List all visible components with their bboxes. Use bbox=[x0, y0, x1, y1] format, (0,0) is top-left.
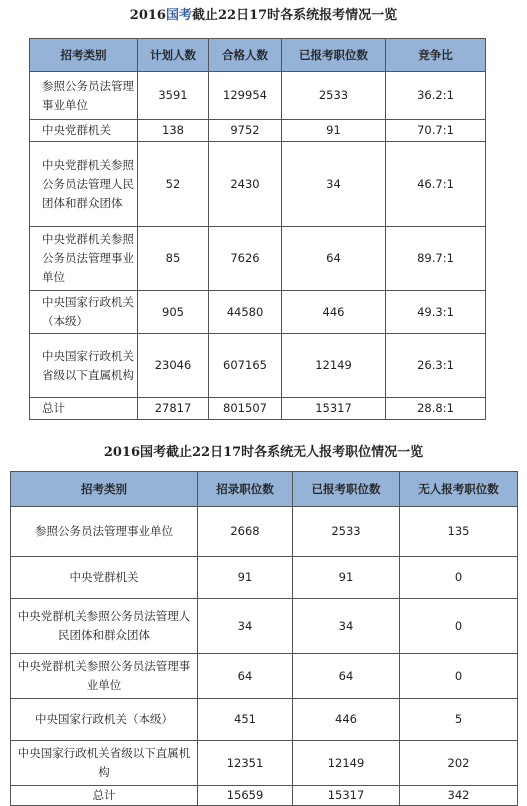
category-cell: 参照公务员法管理事业单位 bbox=[11, 507, 198, 557]
unfilled-positions-table bbox=[10, 471, 518, 806]
recruit-positions-cell: 64 bbox=[198, 654, 293, 699]
positions-cell: 64 bbox=[282, 227, 386, 291]
category-cell: 总计 bbox=[30, 398, 138, 420]
category-cell: 中央党群机关 bbox=[30, 120, 138, 142]
table-row bbox=[11, 741, 518, 786]
category-cell: 中央国家行政机关省级以下直属机构 bbox=[11, 741, 198, 786]
applied-positions-cell: 2533 bbox=[293, 507, 400, 557]
applied-positions-cell: 91 bbox=[293, 557, 400, 599]
ratio-cell: 46.7:1 bbox=[386, 142, 486, 227]
plan-count-cell: 27817 bbox=[138, 398, 209, 420]
category-cell: 中央国家行政机关（本级） bbox=[30, 291, 138, 334]
ratio-cell: 89.7:1 bbox=[386, 227, 486, 291]
ratio-cell: 36.2:1 bbox=[386, 72, 486, 120]
total-row bbox=[11, 786, 518, 806]
category-cell: 中央党群机关参照公务员法管理人民团体和群众团体 bbox=[11, 599, 198, 654]
table-row bbox=[30, 334, 486, 398]
table-row bbox=[11, 599, 518, 654]
positions-cell: 12149 bbox=[282, 334, 386, 398]
qualified-count-cell: 9752 bbox=[209, 120, 282, 142]
positions-cell: 15317 bbox=[282, 398, 386, 420]
unapplied-positions-cell: 342 bbox=[400, 786, 518, 806]
category-cell: 中央党群机关参照公务员法管理事业单位 bbox=[11, 654, 198, 699]
col-header: 招录职位数 bbox=[198, 472, 293, 507]
plan-count-cell: 905 bbox=[138, 291, 209, 334]
plan-count-cell: 3591 bbox=[138, 72, 209, 120]
col-header: 合格人数 bbox=[209, 39, 282, 72]
table2-title: 2016国考截止22日17时各系统无人报考职位情况一览 bbox=[103, 445, 424, 460]
category-cell: 中央党群机关 bbox=[11, 557, 198, 599]
qualified-count-cell: 44580 bbox=[209, 291, 282, 334]
recruit-positions-cell: 12351 bbox=[198, 741, 293, 786]
table-row bbox=[30, 227, 486, 291]
qualified-count-cell: 2430 bbox=[209, 142, 282, 227]
table-row bbox=[11, 654, 518, 699]
qualified-count-cell: 801507 bbox=[209, 398, 282, 420]
category-cell: 总计 bbox=[11, 786, 198, 806]
recruit-positions-cell: 34 bbox=[198, 599, 293, 654]
col-header: 招考类别 bbox=[30, 39, 138, 72]
positions-cell: 2533 bbox=[282, 72, 386, 120]
plan-count-cell: 23046 bbox=[138, 334, 209, 398]
ratio-cell: 70.7:1 bbox=[386, 120, 486, 142]
table-row bbox=[30, 72, 486, 120]
recruit-positions-cell: 91 bbox=[198, 557, 293, 599]
title-keyword-link[interactable]: 国考 bbox=[165, 8, 192, 23]
col-header: 无人报考职位数 bbox=[400, 472, 518, 507]
unapplied-positions-cell: 0 bbox=[400, 654, 518, 699]
ratio-cell: 28.8:1 bbox=[386, 398, 486, 420]
col-header: 计划人数 bbox=[138, 39, 209, 72]
title-suffix: 截止22日17时各系统报考情况一览 bbox=[192, 8, 398, 23]
category-cell: 中央国家行政机关（本级） bbox=[11, 699, 198, 741]
category-cell: 中央国家行政机关省级以下直属机构 bbox=[30, 334, 138, 398]
recruit-positions-cell: 2668 bbox=[198, 507, 293, 557]
table-header-row bbox=[11, 472, 518, 507]
table-row bbox=[30, 120, 486, 142]
recruit-positions-cell: 15659 bbox=[198, 786, 293, 806]
applied-positions-cell: 15317 bbox=[293, 786, 400, 806]
recruit-positions-cell: 451 bbox=[198, 699, 293, 741]
col-header: 已报考职位数 bbox=[282, 39, 386, 72]
applied-positions-cell: 64 bbox=[293, 654, 400, 699]
title-prefix: 2016 bbox=[129, 8, 166, 23]
qualified-count-cell: 129954 bbox=[209, 72, 282, 120]
unapplied-positions-cell: 135 bbox=[400, 507, 518, 557]
plan-count-cell: 85 bbox=[138, 227, 209, 291]
plan-count-cell: 138 bbox=[138, 120, 209, 142]
applied-positions-cell: 446 bbox=[293, 699, 400, 741]
unapplied-positions-cell: 5 bbox=[400, 699, 518, 741]
qualified-count-cell: 607165 bbox=[209, 334, 282, 398]
unapplied-positions-cell: 202 bbox=[400, 741, 518, 786]
positions-cell: 91 bbox=[282, 120, 386, 142]
qualified-count-cell: 7626 bbox=[209, 227, 282, 291]
unapplied-positions-cell: 0 bbox=[400, 557, 518, 599]
table1-title bbox=[0, 4, 527, 22]
col-header: 竞争比 bbox=[386, 39, 486, 72]
col-header: 已报考职位数 bbox=[293, 472, 400, 507]
positions-cell: 446 bbox=[282, 291, 386, 334]
applied-positions-cell: 12149 bbox=[293, 741, 400, 786]
table-row bbox=[11, 507, 518, 557]
unapplied-positions-cell: 0 bbox=[400, 599, 518, 654]
applied-positions-cell: 34 bbox=[293, 599, 400, 654]
table-row bbox=[11, 557, 518, 599]
table-row bbox=[30, 142, 486, 227]
table-row bbox=[30, 291, 486, 334]
positions-cell: 34 bbox=[282, 142, 386, 227]
ratio-cell: 49.3:1 bbox=[386, 291, 486, 334]
table-header-row bbox=[30, 39, 486, 72]
category-cell: 参照公务员法管理事业单位 bbox=[30, 72, 138, 120]
total-row bbox=[30, 398, 486, 420]
ratio-cell: 26.3:1 bbox=[386, 334, 486, 398]
registration-table bbox=[29, 38, 486, 420]
category-cell: 中央党群机关参照公务员法管理事业单位 bbox=[30, 227, 138, 291]
plan-count-cell: 52 bbox=[138, 142, 209, 227]
table-row bbox=[11, 699, 518, 741]
col-header: 招考类别 bbox=[11, 472, 198, 507]
category-cell: 中央党群机关参照公务员法管理人民团体和群众团体 bbox=[30, 142, 138, 227]
